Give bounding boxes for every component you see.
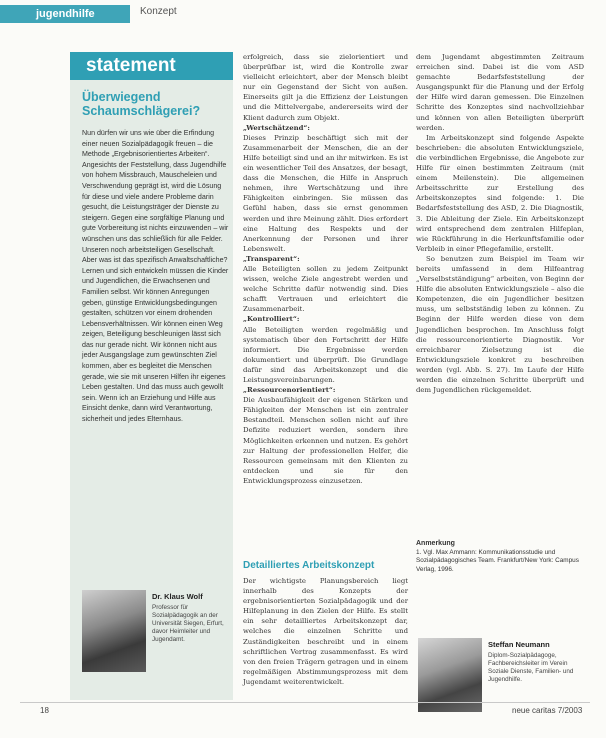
subheading: „Transparent“: xyxy=(243,254,300,263)
statement-label: statement xyxy=(70,52,233,80)
notes xyxy=(416,540,584,574)
statement-heading: Überwiegend Schaumschlägerei? xyxy=(82,90,201,118)
paragraph: Im Arbeitskonzept sind folgende Aspekte beschrieben: die absoluten Entwicklungsziele, die verbindlichen Ergebnisse, die Angebote zur Hilfe für einen bestimmten Zeitraum (mit einem Meilenstein). Die allgemeinen Arbeitsschritte zur Erstellung des Arbeitskonzeptes sind folgende: 1. Die Bedarfsfeststellung des ASD, 2. Die Diagnostik, 3. Die Ableitung der Ziele. Ein Arbeitskonzept wird entsprechend dem zentralen Hilfeplan, wie Rückführung in die Herkunftsfamilie oder Verbleib in einer Pflegefamilie, erstellt. xyxy=(416,133,584,253)
statement-body: Nun dürfen wir uns wie über die Erfindung einer neuen Sozialpädagogik freuen – die Methode „Ergebnisorientiertes Arbeiten“. Angesichts der Feststellung, dass Jugendhilfe von hohem Missbrauch, Mauscheleien und Verschwendung geprägt ist, wird die Lösung für diese und viele andere Probleme darin gesucht, die Leistungsträger der Dienste zu steigern. Gegen eine sorgfältige Planung und gute Vorbereitung ist nichts einzuwenden – wir wünschen uns das schließlich für alle Felder. Unseren noch arbeitsteiligen Gesellschaft. Aber was ist das spezifisch Anwaltschaftliche? Lernen und sich entwickeln müssen die Kinder und Jugendlichen, die Erwachsenen und Familien selbst. Wir können Anregungen geben, günstige Entwicklungsbedingungen gestalten, schützen vor einem drohenden Lebensverhältnissen. Wir können einen Weg zeigen, Beteiligung beschleunigen lässt sich das nur gerade nicht. Wir können nicht aus jeder Ausgangslage zum gewünschten Ziel kommen, aber es begleitet die Menschen gerade, wie sie mit unseren Hilfen ihr eigenes Leben gestalten. Und das muss auch gewollt sein. Wenn ich an Erziehung und Hilfe aus Einsicht denke, dann wird Verantwortung, sicherheit und jedes Elternhaus. xyxy=(82,129,229,424)
paragraph: dem Jugendamt abgestimmten Zeitraum erreichen sind. Dabei ist die vom ASD gemachte Bedarfsfeststellung der Ausgangspunkt für die Planung und der Erfolg der Hilfe wird daran gemessen. Die Einzelnen Schritte des Konzeptes sind nachvollziehbar und können von allen Beteiligten überprüft werden. xyxy=(416,53,584,132)
subheading: „Wertschätzend“: xyxy=(243,123,310,132)
paragraph: Dieses Prinzip beschäftigt sich mit der Zusammenarbeit der Menschen, die an der Hilfe beteiligt sind und an ihr mitwirken. Es ist ein wesentlicher Teil des Ansatzes, der besagt, dass die Menschen, die Hilfe in Anspruch nehmen, ihre Wertschätzung und ihre Fähigkeiten einbringen. Sie müssen das Gefühl haben, dass sie ernst genommen werden und ihre Meinung zählt. Dies erfordert eine Haltung des Respekts und der Anerkennung der Personen und ihrer Lebenswelt. xyxy=(243,133,408,253)
magazine-name: neue caritas 7/2003 xyxy=(512,706,583,715)
author-name: Dr. Klaus Wolf xyxy=(152,592,203,601)
paragraph: Alle Beteiligten werden regelmäßig und systematisch über den Fortschritt der Hilfe informiert. Die Ergebnisse werden dokumentiert und überprüft. Die Grundlage dafür sind das Arbeitskonzept und die Leistungsvereinbarungen. xyxy=(243,325,408,384)
author-desc: Professor für Sozialpädagogik an der Universität Siegen, Erfurt, davor Heimleiter und Jugendamt. xyxy=(152,604,224,643)
topic-label: Konzept xyxy=(140,6,177,17)
author2-photo xyxy=(418,638,482,712)
page-number: 18 xyxy=(40,706,49,715)
paragraph: erfolgreich, dass sie zielorientiert und überprüfbar ist, wird die Kontrolle zwar vielleicht erleichtert, aber der Mensch bleibt nur ein Gegenstand der Sicht von außen. Einerseits gilt ja die Effizienz der Leistungen und die Mittelvergabe, andererseits wird der Klient dadurch zum Objekt. xyxy=(243,53,408,122)
footer-rule xyxy=(20,702,590,703)
notes-text: 1. Vgl. Max Ammann: Kommunikationsstudie und Sozialpädagogisches Team. Frankfurt/New York: Campus Verlag, 1996. xyxy=(416,548,579,573)
paragraph: So benutzen zum Beispiel im Team wir bereits umfassend in dem Hilfeantrag „Verselbstständigung“ arbeiten, von Beginn der Hilfe die absoluten Entwicklungsziele – also die Kompetenzen, die ein Jugendlicher besitzen muss, um selbstständig leben zu können. Zu Beginn der Hilfe werden diese von dem Jugendlichen besprochen. Im Anschluss folgt die ressourcenorientierte Diagnostik. Vor erreichbarer Zielsetzung ist die Entwicklungsziele konkret zu beschreiben werden (vgl. Abb. S. 27). Im Laufe der Hilfe werden die einzelnen Schritte überprüft und dem Jugendlichen rückgemeldet. xyxy=(416,254,584,395)
author2-name: Steffan Neumann xyxy=(488,640,550,649)
paragraph: Alle Beteiligten sollen zu jedem Zeitpunkt wissen, welche Ziele angestrebt werden und welche Schritte dafür notwendig sind. Dies schafft Vertrauen und erleichtert die Zusammenarbeit. xyxy=(243,264,408,314)
author-photo xyxy=(82,590,146,672)
subheading: „Kontrolliert“: xyxy=(243,315,300,324)
section-tag: jugendhilfe xyxy=(0,5,130,23)
author2-desc: Diplom-Sozialpädagoge, Fachbereichsleiter im Verein Soziale Dienste, Familien- und Jugendhilfe. xyxy=(488,652,574,683)
article-column-2-cont xyxy=(243,576,408,687)
section-heading: Detailliertes Arbeitskonzept xyxy=(243,560,375,571)
article-column-2 xyxy=(243,52,408,486)
article-column-3 xyxy=(416,52,584,395)
notes-label: Anmerkung xyxy=(416,540,455,547)
subheading: „Ressourcenorientiert“: xyxy=(243,386,336,395)
paragraph: Der wichtigste Planungsbereich liegt innerhalb des Konzepts der ergebnisorientierten Sozialpädagogik und der Hilfeplanung in den Zielen der Hilfe. Es stellt ein sehr detailliertes Arbeitskonzept dar, welches die einzelnen Schritte und Zuständigkeiten beschreibt und in einem schriftlichen Vertrag zusammenfasst. Es wird von den freien Trägern getragen und in einem regelmäßigen Abstimmungsprozess mit dem Jugendamt weiterentwickelt. xyxy=(243,577,408,686)
paragraph: Die Ausbaufähigkeit der eigenen Stärken und Fähigkeiten der Menschen ist ein zentraler Bestandteil. Menschen sollen nicht auf ihre Defizite reduziert werden, sondern ihre Möglichkeiten erkennen und nutzen. Es gehört zur Haltung der professionellen Helfer, die Ressourcen gemeinsam mit den Klienten zu entdecken und sie für den Entwicklungsprozess einzusetzen. xyxy=(243,396,409,485)
